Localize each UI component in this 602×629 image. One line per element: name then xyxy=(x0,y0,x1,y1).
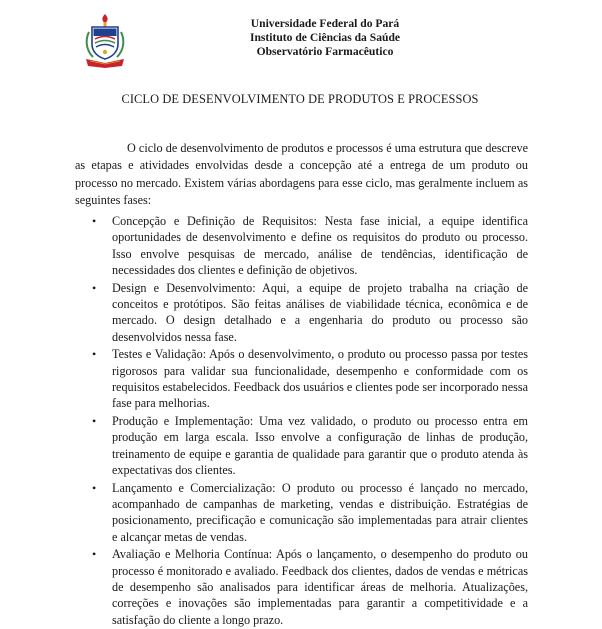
phase-text: Testes e Validação: Após o desenvolvimento, o produto ou processo passa por testes rigorosos para validar sua funcionalidade, desempenho e conformidade com os requisitos estabelecidos. Feedback dos usuários e clientes pode ser incorporado nessa fase para melhorias. xyxy=(112,347,528,411)
document-title: CICLO DE DESENVOLVIMENTO DE PRODUTOS E PROCESSOS xyxy=(121,92,479,106)
list-item xyxy=(75,213,528,279)
bullet-icon: • xyxy=(92,480,97,495)
bullet-icon: • xyxy=(92,547,97,562)
bullet-icon: • xyxy=(92,214,97,228)
phase-text: Lançamento e Comercialização: O produto ou processo é lançado no mercado, acompanhado de campanhas de marketing, vendas e distribuição. Estratégias de posicionamento, precificação e comunicação são implementadas para atrair clientes e alcançar metas de vendas. xyxy=(112,480,528,544)
list-item xyxy=(75,480,528,546)
institution-header xyxy=(200,17,450,59)
phase-text: Concepção e Definição de Requisitos: Nesta fase inicial, a equipe identifica oportunidades de desenvolvimento e define os requisitos do produto ou processo. Isso envolve pesquisas de mercado, análise de tendências, identificação de necessidades dos clientes e definição de objetivos. xyxy=(112,214,528,278)
list-item xyxy=(75,280,528,346)
intro-paragraph: O ciclo de desenvolvimento de produtos e processos é uma estrutura que descreve as etapas e atividades envolvidas desde a concepção até a entrega de um produto ou processo no mercado. Existem várias abordagens para esse ciclo, mas geralmente incluem as seguintes fases: xyxy=(75,141,528,207)
list-item xyxy=(75,546,528,628)
phase-list xyxy=(75,213,528,629)
institute-name: Instituto de Ciências da Saúde xyxy=(249,31,401,44)
phase-text: Produção e Implementação: Uma vez validado, o produto ou processo entra em produção em larga escala. Isso envolve a configuração de linhas de produção, treinamento de equipe e garantia de qualidade para garantir que o produto atenda às expectativas dos clientes. xyxy=(112,413,528,478)
bullet-icon: • xyxy=(92,347,97,362)
phase-text: Avaliação e Melhoria Contínua: Após o lançamento, o desempenho do produto ou processo é monitorado e avaliado. Feedback dos clientes, dados de vendas e métricas de desempenho são analisados para identificar áreas de melhoria. Atualizações, correções e inovações são implementadas para garantir a competitividade e a satisfação do cliente a longo prazo. xyxy=(112,547,528,627)
bullet-icon: • xyxy=(92,280,97,295)
bullet-icon: • xyxy=(92,413,97,428)
university-name: Universidade Federal do Pará xyxy=(250,17,400,30)
phase-text: Design e Desenvolvimento: Aqui, a equipe de projeto trabalha na criação de conceitos e protótipos. São feitas análises de viabilidade técnica, econômica e de mercado. O design detalhado e a engenharia do produto ou processo são desenvolvidos nessa fase. xyxy=(112,280,528,344)
ufpa-crest-icon xyxy=(80,12,130,70)
list-item xyxy=(75,413,528,479)
list-item xyxy=(75,346,528,412)
observatory-name: Observatório Farmacêutico xyxy=(256,45,394,58)
